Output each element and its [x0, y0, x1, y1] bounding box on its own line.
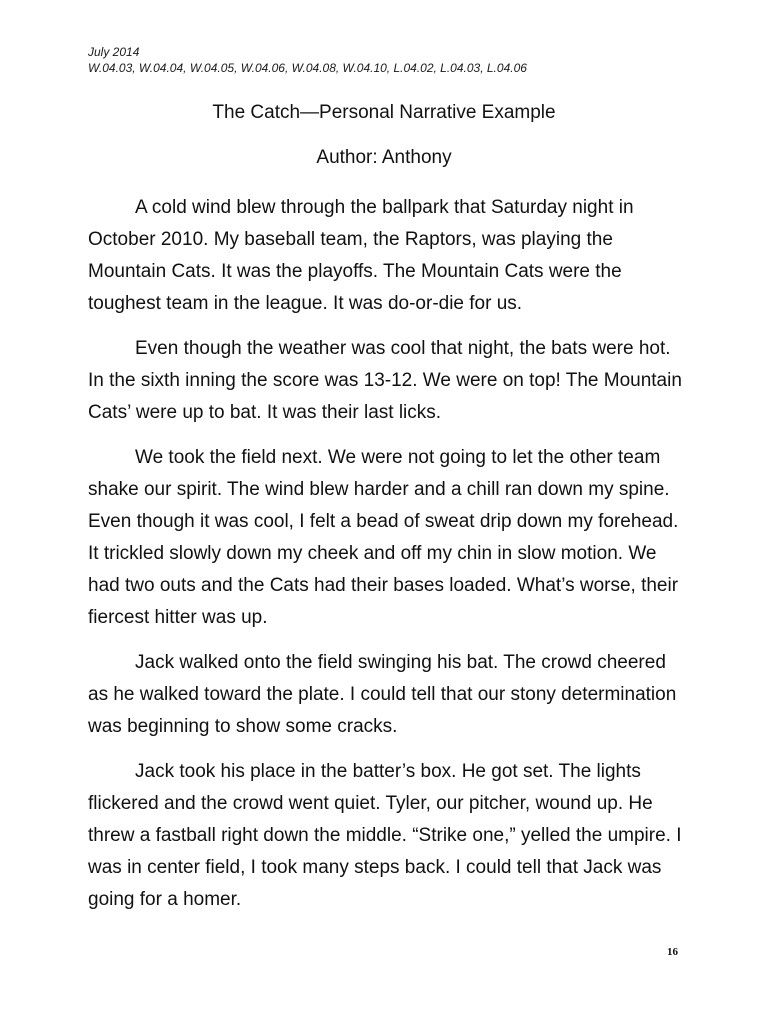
paragraph: Even though the weather was cool that night, the bats were hot. In the sixth inning the score was 13-12. We were on top! The Mountain Cats’ were up to bat. It was their last licks. [88, 338, 682, 423]
page-number: 16 [667, 946, 678, 958]
paragraph: Jack walked onto the field swinging his bat. The crowd cheered as he walked toward the plate. I could tell that our stony determination was beginning to show some cracks. [88, 652, 677, 737]
paragraph: We took the field next. We were not going to let the other team shake our spirit. The wind blew harder and a chill ran down my spine. Even though it was cool, I felt a bead of sweat drip down my forehead. It trickled slowly down my cheek and off my chin in slow motion. We had two outs and the Cats had their bases loaded. What’s worse, their fiercest hitter was up. [88, 447, 679, 628]
paragraph: A cold wind blew through the ballpark that Saturday night in October 2010. My baseball team, the Raptors, was playing the Mountain Cats. It was the playoffs. The Mountain Cats were the toughest team in the league. It was do-or-die for us. [88, 197, 634, 314]
document-title: The Catch—Personal Narrative Example [212, 102, 556, 123]
header-standards: W.04.03, W.04.04, W.04.05, W.04.06, W.04.08, W.04.10, L.04.02, L.04.03, L.04.06 [88, 61, 527, 75]
narrative-body [88, 192, 688, 929]
header-date: July 2014 [88, 45, 140, 59]
page-header [88, 44, 527, 76]
paragraph: Jack took his place in the batter’s box. He got set. The lights flickered and the crowd went quiet. Tyler, our pitcher, wound up. He threw a fastball right down the middle. “Strike one,” yelled the umpire. I was in center field, I took many steps back. I could tell that Jack was going for a homer. [88, 761, 682, 910]
document-author: Author: Anthony [316, 147, 452, 168]
